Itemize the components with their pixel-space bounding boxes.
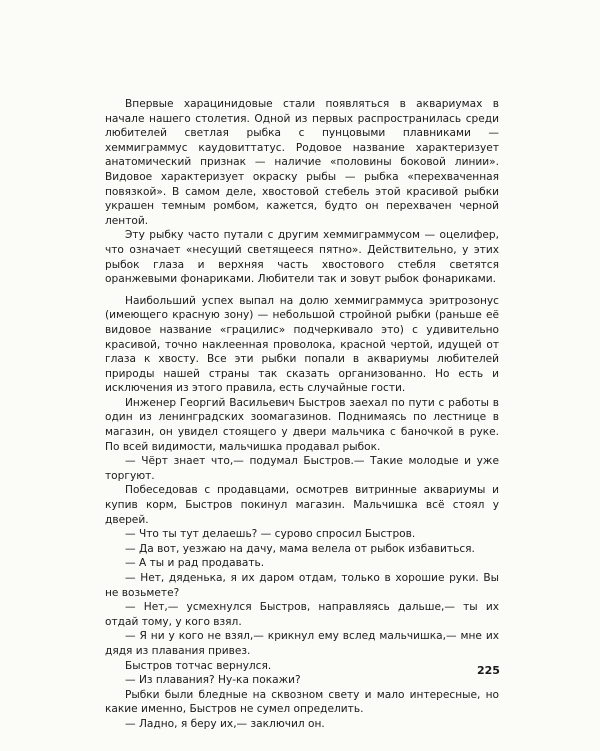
dialogue-line: — Нет,— усмехнулся Быстров, направляясь дальше,— ты их отдай тому, у кого взял. (105, 601, 499, 628)
dialogue-line: — Я ни у кого не взял,— крикнул ему вслед мальчишка,— мне их дядя из плавания привез. (105, 630, 499, 657)
paragraph: — Чёрт знает что,— подумал Быстров.— Такие молодые и уже торгуют. (105, 455, 499, 482)
dialogue-line: — А ты и рад продавать. (125, 557, 265, 570)
dialogue-line: — Нет, дяденька, я их даром отдам, только в хорошие руки. Вы не возьмете? (105, 572, 499, 599)
paragraph: Инженер Георгий Васильевич Быстров заехал по пути с работы в один из ленинградских зоомагазинов. Поднимаясь по лестнице в магазин, он увидел стоящего у двери мальчика с баночкой в руке. По всей видимости, мальчишка продавал рыбок. (105, 396, 499, 453)
paragraph: Побеседовав с продавцами, осмотрев витринные аквариумы и купив корм, Быстров покинул магазин. Мальчишка всё стоял у дверей. (105, 484, 499, 526)
paragraph: Эту рыбку часто путали с другим хеммиграммусом — оцелифер, что означает «несущий светящееся пятно». Действительно, у этих рыбок глаза и верхняя часть хвостового стебля светятся оранжевыми фонариками. Любители так и зовут рыбок фонариками. (105, 229, 499, 286)
dialogue-line: — Ладно, я беру их,— заключил он. (125, 717, 325, 730)
page-number: 225 (477, 664, 500, 677)
paragraph: Наибольший успех выпал на долю хеммиграммуса эритрозонус (имеющего красную зону) — небольшой стройной рыбки (раньше её видовое название «грацилис» подчеркивало это) с удивительно красивой, точно наклеенная проволока, красной чертой, идущей от глаза к хвосту. Все эти рыбки попали в аквариумы любителей природы нашей страны так сказать организованно. Но есть и исключения из этого правила, есть случайные гости. (105, 294, 499, 395)
paragraph: Быстров тотчас вернулся. (125, 659, 272, 672)
body-text (105, 97, 499, 732)
paragraph: Впервые харацинидовые стали появляться в аквариумах в начале нашего столетия. Одной из первых распространилась среди любителей светлая рыбка с пунцовыми плавниками — хеммиграммус каудовиттатус. Родовое название характеризует анатомический признак — наличие «половины боковой линии». Видовое характеризует окраску рыбы — рыбка «перехваченная повязкой». В самом деле, хвостовой стебель этой красивой рыбки украшен темным ромбом, кажется, будто он перехвачен черной лентой. (105, 98, 499, 227)
dialogue-line: — Что ты тут делаешь? — сурово спросил Быстров. (125, 528, 416, 541)
dialogue-line: — Из плавания? Ну-ка покажи? (125, 674, 301, 687)
dialogue-line: — Да вот, уезжаю на дачу, мама велела от рыбок избавиться. (125, 542, 475, 555)
paragraph: Рыбки были бледные на сквозном свету и мало интересные, но какие именно, Быстров не сумел определить. (105, 688, 499, 716)
